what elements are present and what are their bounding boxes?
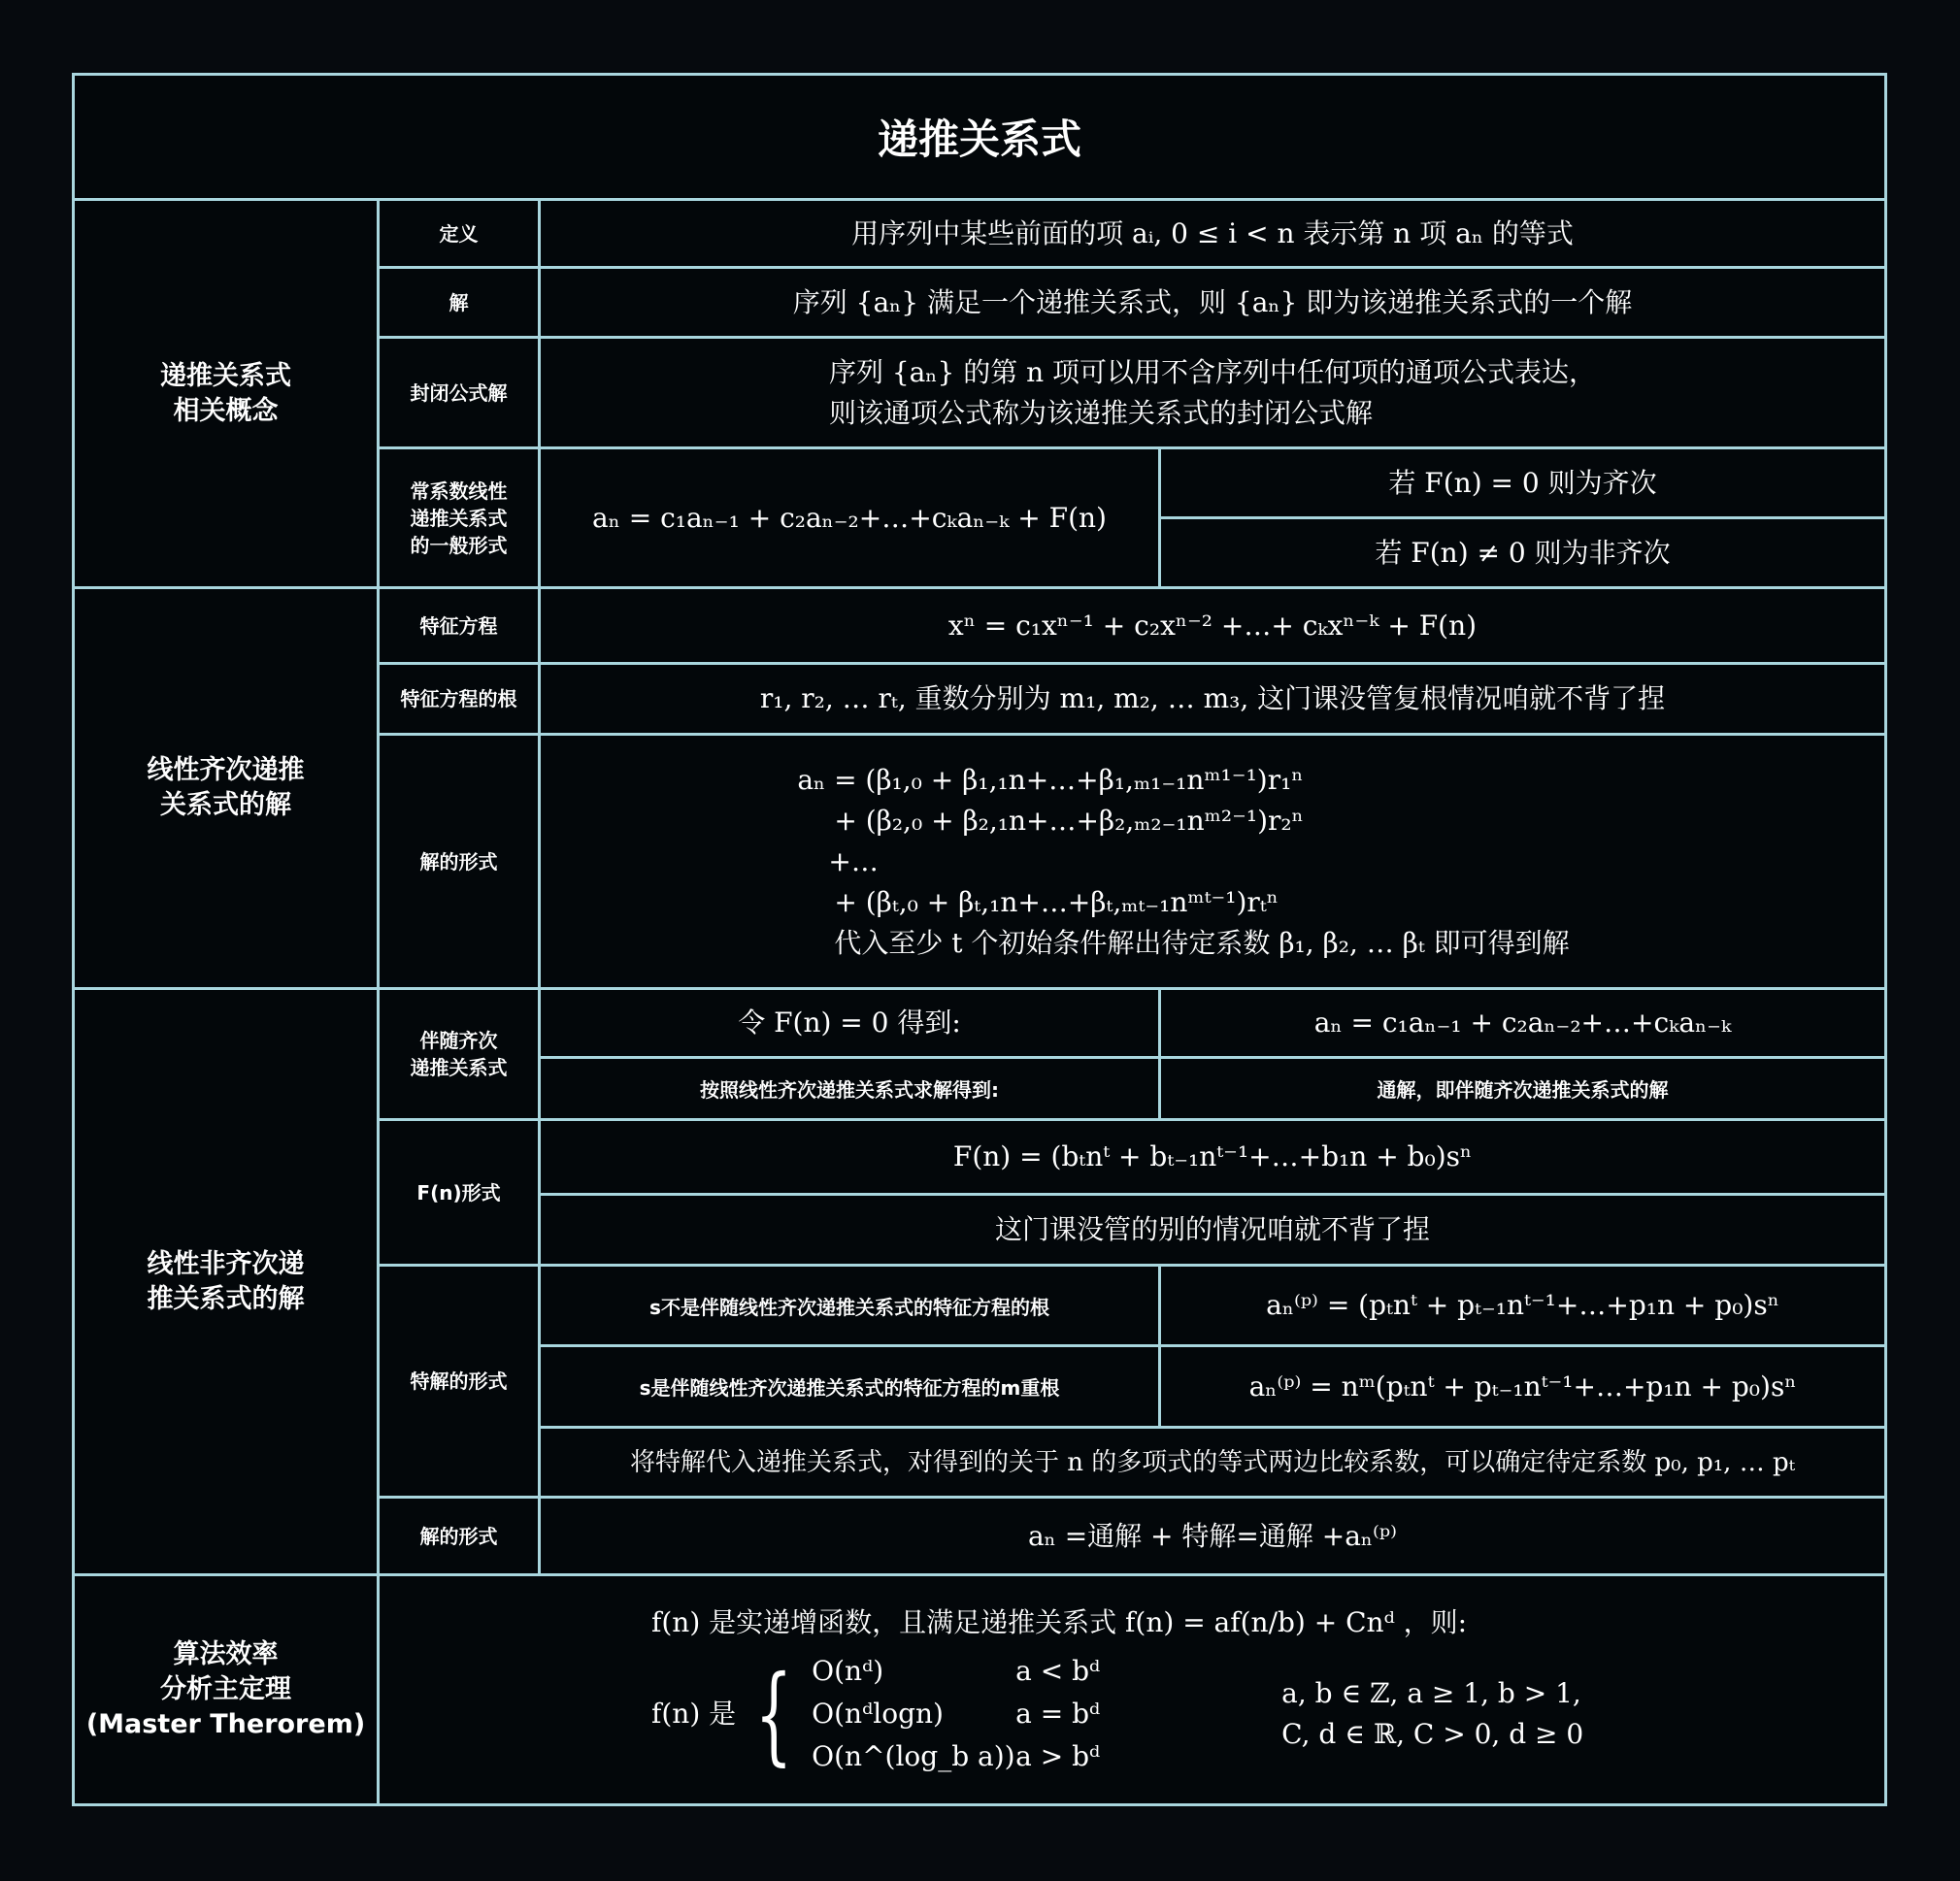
section-concepts: 递推关系式 相关概念 <box>160 360 291 426</box>
particular-note: 将特解代入递推关系式，对得到的关于 n 的多项式的等式两边比较系数，可以确定待定系数 p₀, p₁, … pₜ <box>629 1447 1796 1477</box>
master-theorem <box>380 1576 1884 1803</box>
page-title: 递推关系式 <box>877 116 1081 163</box>
particular-equation-2: aₙ⁽ᵖ⁾ = nᵐ(pₜnᵗ + pₜ₋₁nᵗ⁻¹+…+p₁n + p₀)sⁿ <box>1248 1370 1797 1402</box>
label-particular-solution-form: 特解的形式 <box>410 1370 508 1393</box>
fn-form-equation: F(n) = (bₜnᵗ + bₜ₋₁nᵗ⁻¹+…+b₁n + b₀)sⁿ <box>952 1140 1473 1172</box>
case-value: O(nᵈlogn) <box>812 1698 944 1730</box>
label-associated-homogeneous: 伴随齐次 递推关系式 <box>410 1029 508 1079</box>
recurrence-table <box>72 73 1887 1806</box>
characteristic-equation: xⁿ = c₁xⁿ⁻¹ + c₂xⁿ⁻² +…+ cₖxⁿ⁻ᵏ + F(n) <box>947 609 1478 642</box>
particular-equation-1: aₙ⁽ᵖ⁾ = (pₜnᵗ + pₜ₋₁nᵗ⁻¹+…+p₁n + p₀)sⁿ <box>1266 1289 1779 1321</box>
label-definition: 定义 <box>439 221 479 246</box>
case-value: O(n^(log_b a)) <box>812 1740 1015 1772</box>
label-nonhomogeneous-solution-form: 解的形式 <box>419 1524 498 1548</box>
case-value: O(nᵈ) <box>812 1655 884 1687</box>
nonhomogeneous-case: 若 F(n) ≠ 0 则为非齐次 <box>1375 536 1671 569</box>
case-condition: a = bᵈ <box>1015 1698 1101 1730</box>
particular-case-1: s不是伴随线性齐次递推关系式的特征方程的根 <box>649 1295 1049 1319</box>
master-condition-1: a, b ∈ ℤ, a ≥ 1, b > 1, <box>1281 1677 1581 1709</box>
homog-form-line-2: + (β₂,₀ + β₂,₁n+…+β₂,ₘ₂₋₁nᵐ²⁻¹)r₂ⁿ <box>834 804 1304 837</box>
master-condition-2: C, d ∈ ℝ, C > 0, d ≥ 0 <box>1281 1718 1584 1750</box>
particular-case-2: s是伴随线性齐次递推关系式的特征方程的m重根 <box>639 1376 1060 1400</box>
homogeneous-case: 若 F(n) = 0 则为齐次 <box>1388 466 1657 499</box>
label-homogeneous-solution-form: 解的形式 <box>419 849 498 874</box>
case-condition: a > bᵈ <box>1015 1740 1101 1772</box>
homog-form-line-1: aₙ = (β₁,₀ + β₁,₁n+…+β₁,ₘ₁₋₁nᵐ¹⁻¹)r₁ⁿ <box>797 763 1304 796</box>
homog-form-line-3: +… <box>828 844 879 877</box>
left-brace-icon: { <box>754 1652 793 1776</box>
closed-form-text: 序列 {aₙ} 的第 n 项可以用不含序列中任何项的通项公式表达， 则该通项公式称为该递推关系式的封闭公式解 <box>828 355 1597 429</box>
assoc-let-text: 令 F(n) = 0 得到: <box>738 1006 961 1039</box>
fn-form-note: 这门课没管的别的情况咱就不背了捏 <box>994 1213 1430 1245</box>
section-homogeneous: 线性齐次递推 关系式的解 <box>147 755 305 820</box>
master-lhs: f(n) 是 <box>651 1698 737 1730</box>
label-general-form: 常系数线性 递推关系式 的一般形式 <box>410 478 508 557</box>
label-fn-form: F(n)形式 <box>416 1180 501 1204</box>
label-characteristic-roots: 特征方程的根 <box>400 687 517 710</box>
characteristic-roots-text: r₁, r₂, … rₜ, 重数分别为 m₁, m₂, … m₃, 这门课没管复根情况咱就不背了捏 <box>759 682 1666 714</box>
homog-form-line-5: 代入至少 t 个初始条件解出待定系数 β₁, β₂, … βₜ 即可得到解 <box>834 926 1570 959</box>
homogeneous-solution-form <box>541 736 1884 987</box>
section-master-theorem: 算法效率 分析主定理 (Master Therorem) <box>85 1639 366 1739</box>
assoc-general-solution: 通解，即伴随齐次递推关系式的解 <box>1377 1078 1669 1102</box>
nonhomogeneous-solution-form: aₙ =通解 + 特解=通解 +aₙ⁽ᵖ⁾ <box>1027 1519 1397 1552</box>
assoc-solve-text: 按照线性齐次递推关系式求解得到: <box>700 1078 999 1102</box>
homog-form-line-4: + (βₜ,₀ + βₜ,₁n+…+βₜ,ₘₜ₋₁nᵐᵗ⁻¹)rₜⁿ <box>834 885 1279 918</box>
definition-text: 用序列中某些前面的项 aᵢ, 0 ≤ i < n 表示第 n 项 aₙ 的等式 <box>851 216 1574 249</box>
label-closed-form: 封闭公式解 <box>410 380 508 405</box>
solution-text: 序列 {aₙ} 满足一个递推关系式，则 {aₙ} 即为该递推关系式的一个解 <box>792 285 1633 318</box>
section-nonhomogeneous: 线性非齐次递 推关系式的解 <box>147 1248 305 1314</box>
general-form-equation: aₙ = c₁aₙ₋₁ + c₂aₙ₋₂+…+cₖaₙ₋ₖ + F(n) <box>592 501 1107 534</box>
case-condition: a < bᵈ <box>1015 1655 1101 1687</box>
master-intro: f(n) 是实递增函数，且满足递推关系式 f(n) = af(n/b) + Cnᵈ ，则: <box>651 1606 1468 1638</box>
master-cases <box>812 1651 1132 1777</box>
label-solution: 解 <box>448 290 469 314</box>
label-characteristic-equation: 特征方程 <box>419 613 498 638</box>
assoc-homogeneous-equation: aₙ = c₁aₙ₋₁ + c₂aₙ₋₂+…+cₖaₙ₋ₖ <box>1313 1006 1732 1039</box>
